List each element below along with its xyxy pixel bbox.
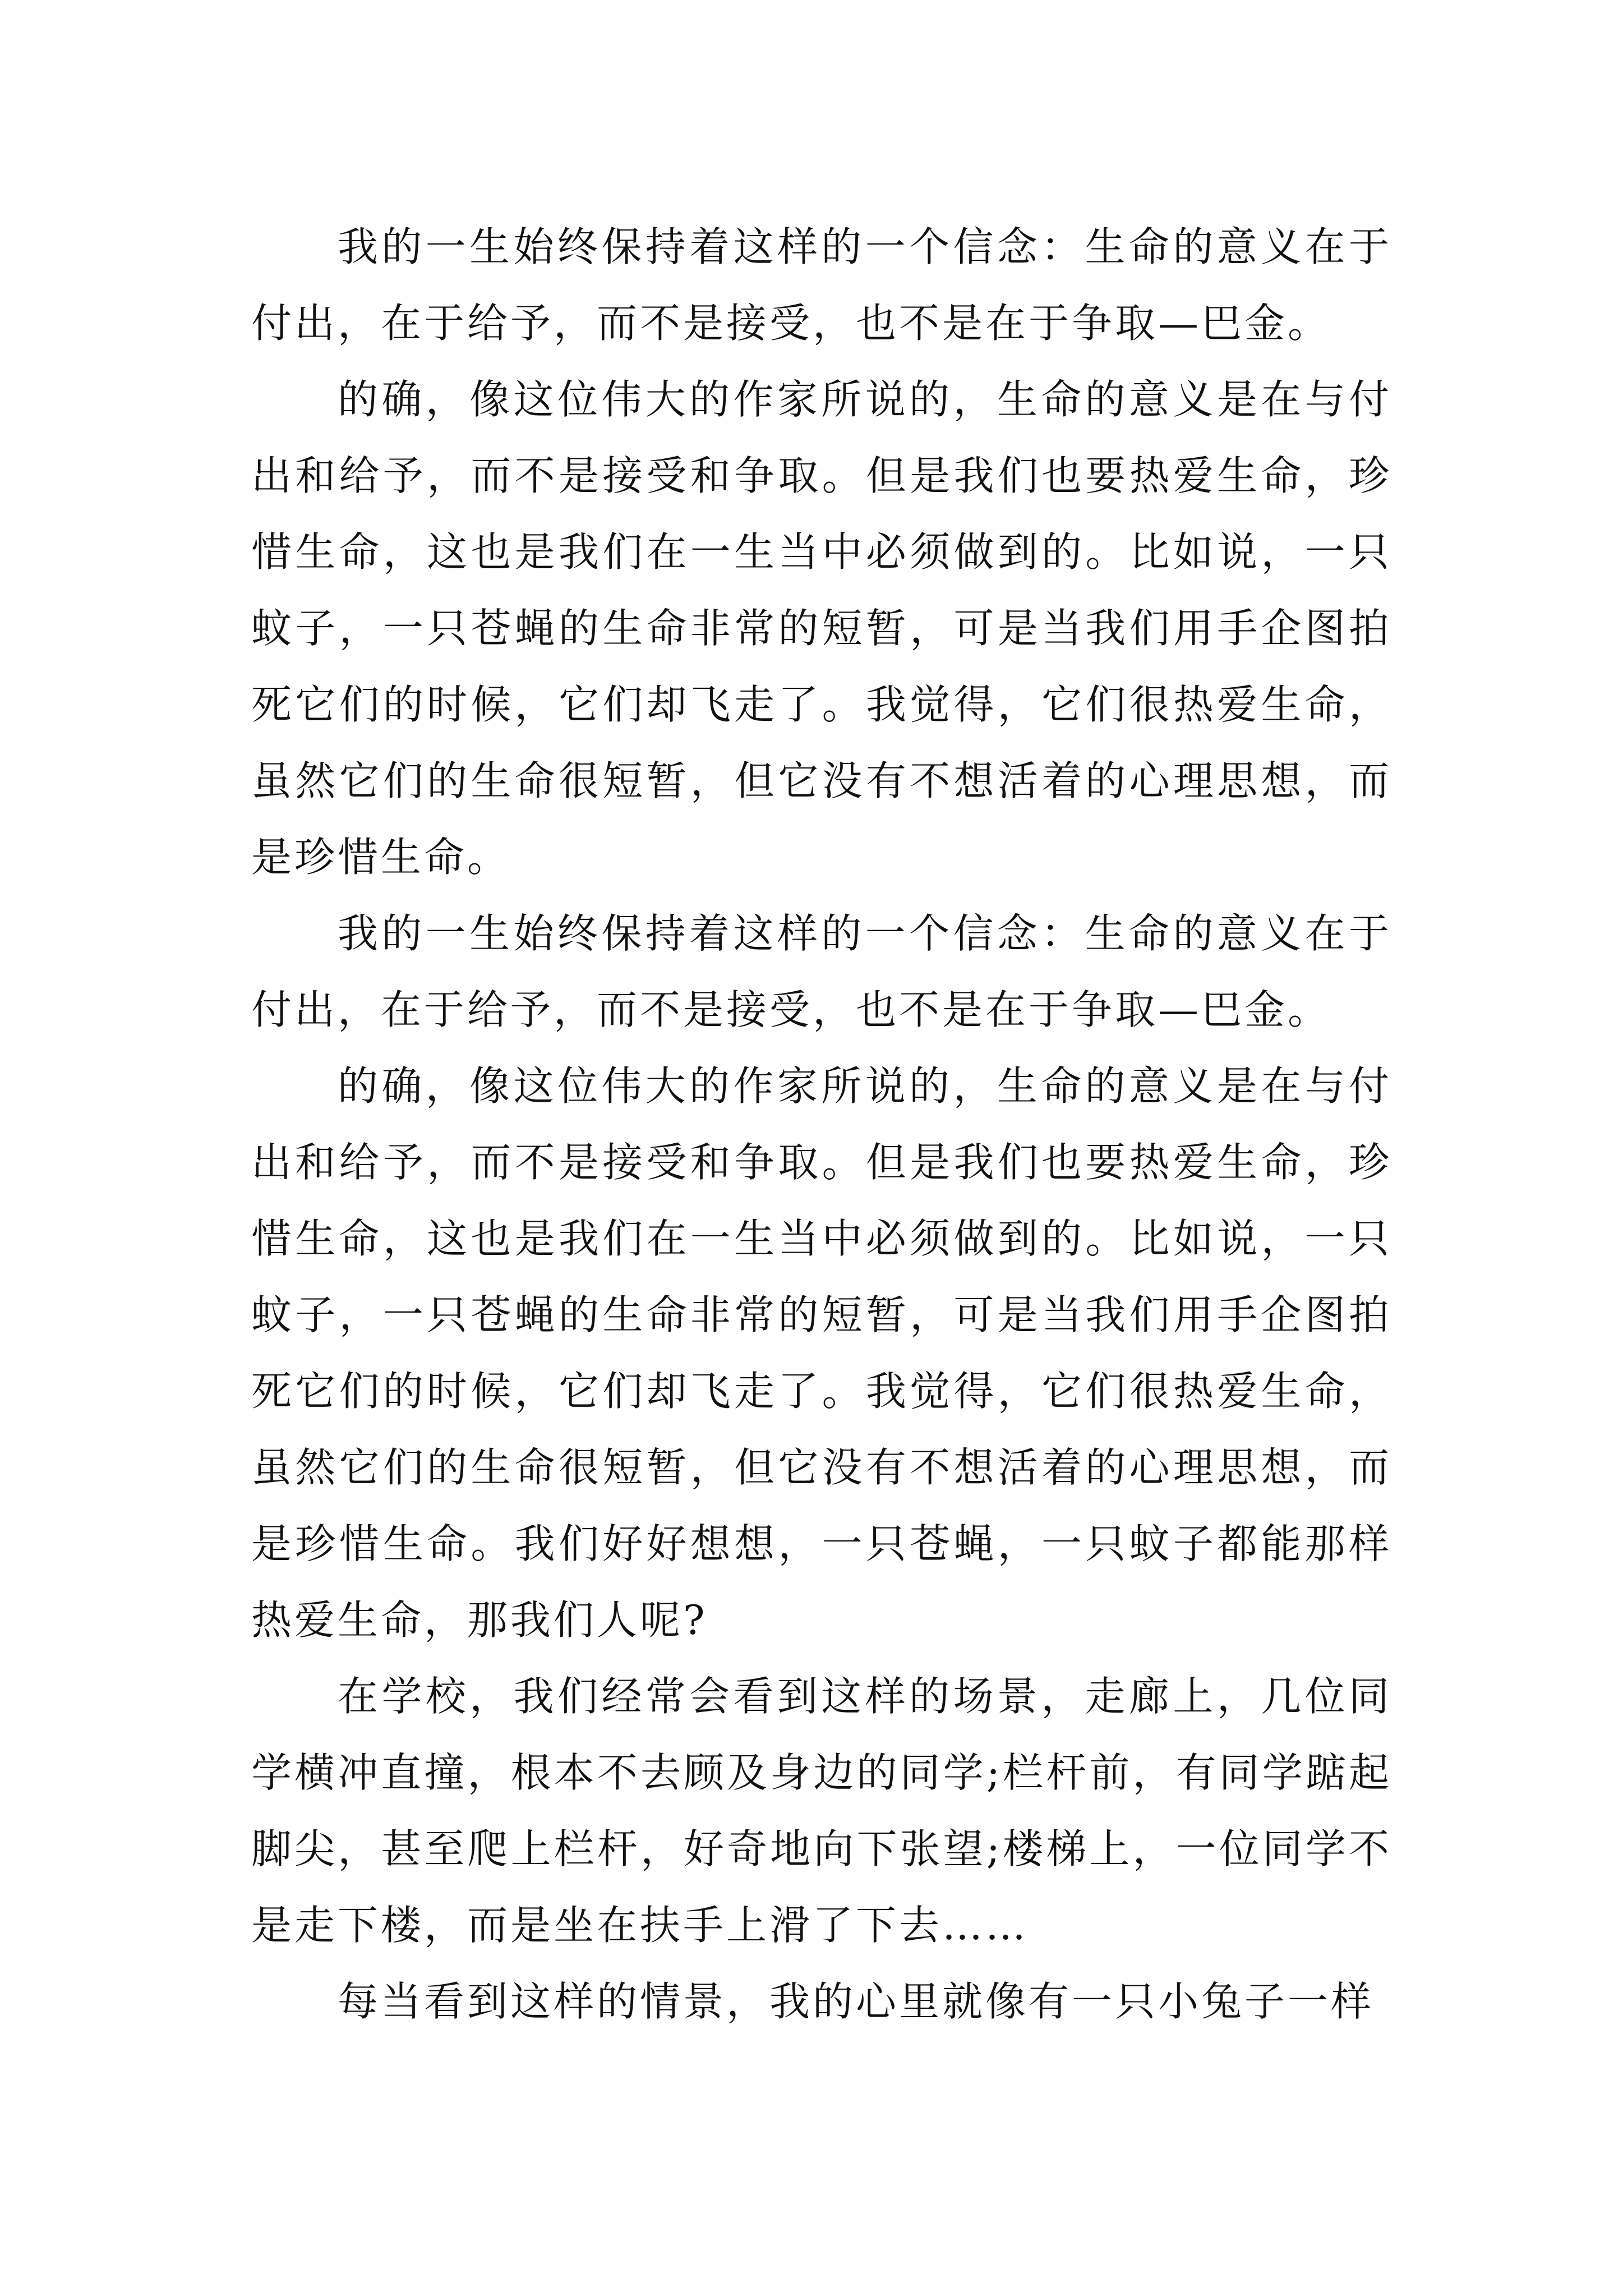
paragraph: 的确，像这位伟大的作家所说的，生命的意义是在与付出和给予，而不是接受和争取。但是我们也要热爱生命，珍惜生命，这也是我们在一生当中必须做到的。比如说，一只蚊子，一只苍蝇的生命非常的短暂，可是当我们用手企图拍死它们的时候，它们却飞走了。我觉得，它们很热爱生命，虽然它们的生命很短暂，但它没有不想活着的心理思想，而是珍惜生命。	[251, 376, 1392, 881]
paragraph: 每当看到这样的情景，我的心里就像有一只小兔子一样	[338, 1978, 1375, 2025]
paragraph: 我的一生始终保持着这样的一个信念：生命的意义在于付出，在于给予，而不是接受，也不是在于争取—巴金。	[251, 223, 1392, 347]
paragraph: 在学校，我们经常会看到这样的场景，走廊上，几位同学横冲直撞，根本不去顾及身边的同学;栏杆前，有同学踮起脚尖，甚至爬上栏杆，好奇地向下张望;楼梯上，一位同学不是走下楼，而是坐在扶手上滑了下去……	[251, 1673, 1392, 1949]
paragraph: 我的一生始终保持着这样的一个信念：生命的意义在于付出，在于给予，而不是接受，也不是在于争取—巴金。	[251, 910, 1392, 1033]
document-body	[251, 209, 1392, 2040]
paragraph: 的确，像这位伟大的作家所说的，生命的意义是在与付出和给予，而不是接受和争取。但是我们也要热爱生命，珍惜生命，这也是我们在一生当中必须做到的。比如说，一只蚊子，一只苍蝇的生命非常的短暂，可是当我们用手企图拍死它们的时候，它们却飞走了。我觉得，它们很热爱生命，虽然它们的生命很短暂，但它没有不想活着的心理思想，而是珍惜生命。我们好好想想，一只苍蝇，一只蚊子都能那样热爱生命，那我们人呢?	[251, 1062, 1392, 1644]
